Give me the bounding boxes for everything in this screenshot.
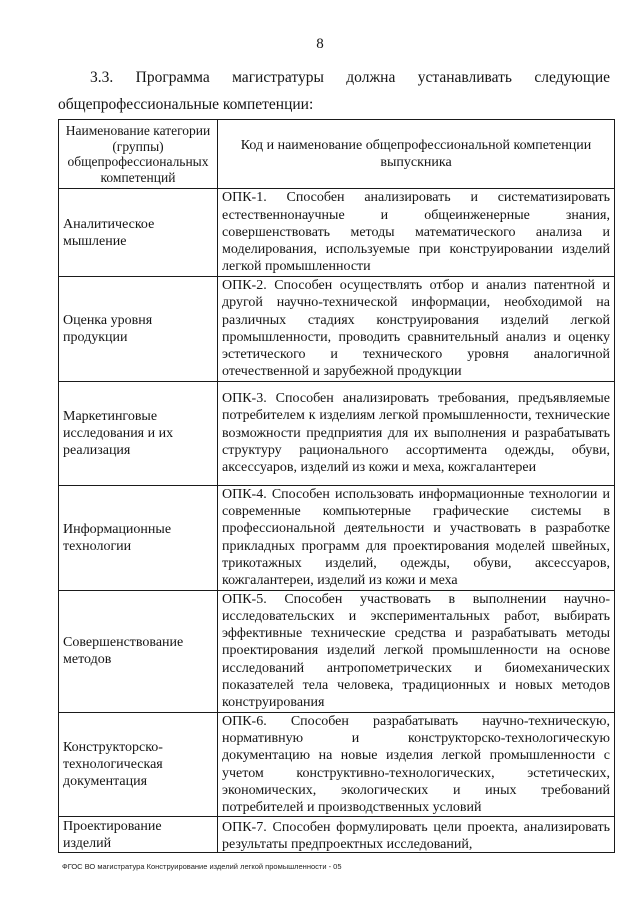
category-cell: Совершенствование методов	[59, 590, 218, 712]
table-row	[59, 381, 615, 485]
table-row	[59, 189, 615, 277]
intro-line	[90, 70, 610, 86]
table-row	[59, 712, 615, 817]
header-category: Наименование категории (группы) общепрофессиональных компетенций	[59, 120, 218, 189]
intro-word: 3.3.	[90, 69, 114, 86]
intro-word: должна	[346, 69, 396, 86]
footer-note: ФГОС ВО магистратура Конструирование изделий легкой промышленности - 05	[62, 862, 342, 871]
header-competence: Код и наименование общепрофессиональной компетенции выпускника	[218, 120, 615, 189]
category-cell: Аналитическое мышление	[59, 189, 218, 277]
category-cell: Информационные технологии	[59, 485, 218, 590]
table-row	[59, 277, 615, 382]
table-row	[59, 590, 615, 712]
competence-cell: ОПК-2. Способен осуществлять отбор и анализ патентной и другой научно-технической информации, необходимой на различных стадиях конструирования изделий легкой промышленности, проводить сравнительный анализ и оценку эстетического и технического уровня аналогичной отечественной и зарубежной продукции	[218, 277, 615, 382]
intro-word: устанавливать	[417, 69, 512, 86]
competencies-table	[58, 119, 615, 853]
competence-cell: ОПК-6. Способен разрабатывать научно-техническую, нормативную и конструкторско-технологическую документацию на новые изделия легкой промышленности с учетом конструктивно-технологических, эстетических, экономических, экологических и иных требований потребителей и производственных условий	[218, 712, 615, 817]
intro-word: следующие	[534, 69, 610, 86]
intro-word: Программа	[135, 69, 210, 86]
competence-cell: ОПК-1. Способен анализировать и систематизировать естественнонаучные и общеинженерные знания, совершенствовать методы математического анализа и моделирования, используемые при конструировании изделий легкой промышленности	[218, 189, 615, 277]
intro-line-2: общепрофессиональные компетенции:	[58, 96, 314, 113]
competence-cell: ОПК-4. Способен использовать информационные технологии и современные компьютерные графические системы в профессиональной деятельности и участвовать в разработке прикладных программ для проектирования моделей швейных, трикотажных изделий, одежды, обуви, аксессуаров, кожгалантереи, изделий из кожи и меха	[218, 485, 615, 590]
intro-word: магистратуры	[232, 69, 324, 86]
table-row	[59, 817, 615, 853]
category-cell: Маркетинговые исследования и их реализация	[59, 381, 218, 485]
category-cell: Конструкторско-технологическая документация	[59, 712, 218, 817]
table-header-row	[59, 120, 615, 189]
competence-cell: ОПК-5. Способен участвовать в выполнении научно-исследовательских и экспериментальных работ, выбирать эффективные технические средства и разрабатывать методы проектирования изделий легкой промышленности на основе исследований антропометрических и биомеханических показателей тела человека, традиционных и новых методов конструирования	[218, 590, 615, 712]
page-number: 8	[316, 36, 324, 52]
competence-text: ОПК-7. Способен формулировать цели проекта, анализировать результаты предпроектных исследований,	[222, 819, 610, 851]
table-row	[59, 485, 615, 590]
category-cell: Оценка уровня продукции	[59, 277, 218, 382]
competence-cell: ОПК-3. Способен анализировать требования, предъявляемые потребителем к изделиям легкой промышленности, технические возможности предприятия для их выполнения и разрабатывать структуру рационального ассортимента одежды, обуви, аксессуаров, изделий из кожи и меха, кожгалантереи	[218, 381, 615, 485]
competence-cell	[218, 817, 615, 853]
category-cell: Проектирование изделий	[59, 817, 218, 853]
